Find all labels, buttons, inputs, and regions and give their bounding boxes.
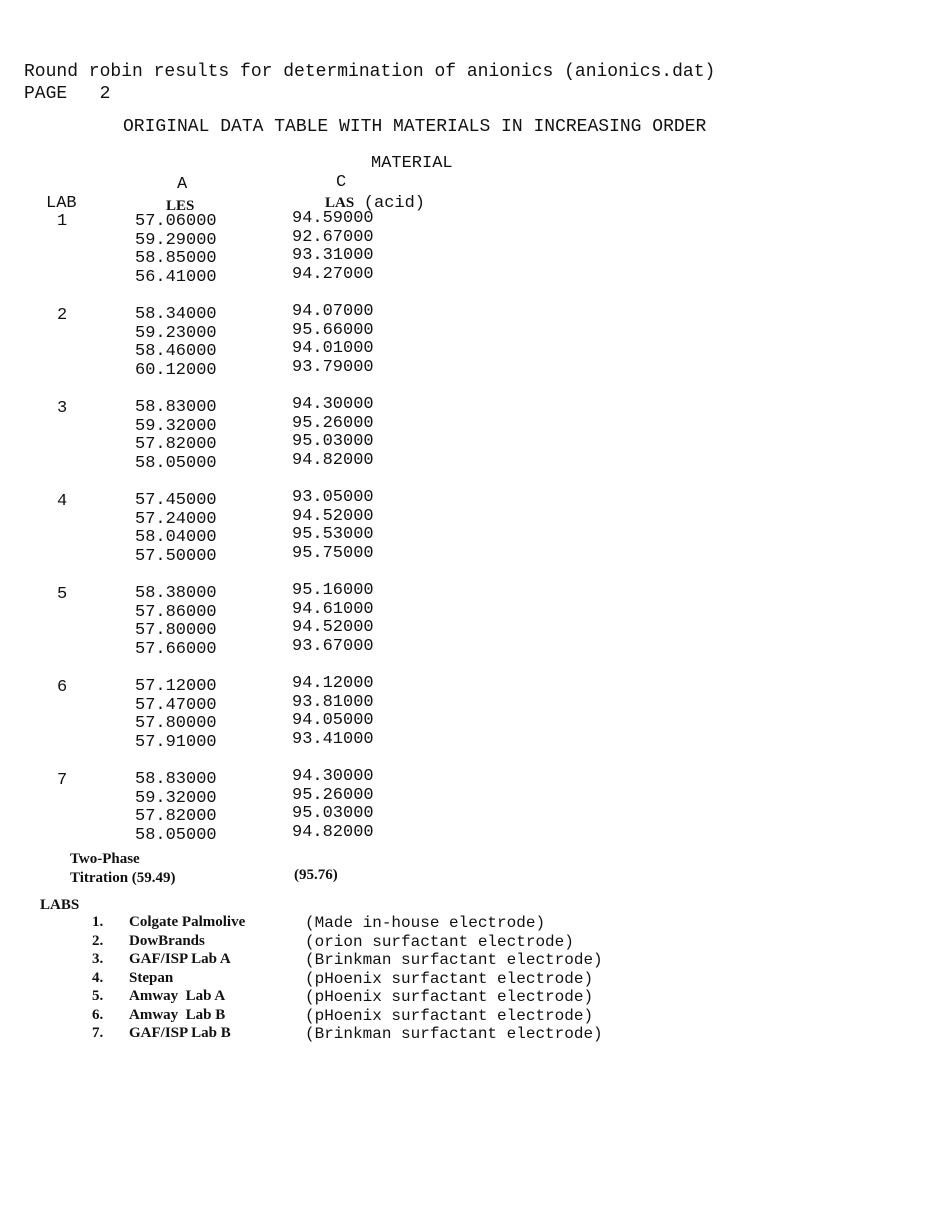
column-c-value: 94.30000 <box>292 767 374 786</box>
column-a-value: 58.38000 <box>135 584 217 603</box>
column-c-value: 94.01000 <box>292 339 374 359</box>
column-a-value: 58.05000 <box>135 825 217 845</box>
column-c-value: 93.79000 <box>292 357 374 377</box>
lab-number: 5 <box>57 585 68 604</box>
column-c-value: 94.82000 <box>292 450 374 470</box>
column-a-value: 58.85000 <box>135 249 217 269</box>
lab-list-note: (orion surfactant electrode) <box>305 932 574 951</box>
lab-number: 4 <box>57 492 68 511</box>
column-a-value: 57.12000 <box>135 677 217 696</box>
lab-list-note: (Brinkman surfactant electrode) <box>305 951 603 969</box>
column-a-value: 58.05000 <box>135 453 217 473</box>
column-c-letter: C <box>336 173 347 192</box>
lab-list-note: (pHoenix surfactant electrode) <box>305 988 594 1006</box>
column-c-value: 93.41000 <box>292 729 374 749</box>
column-c-value: 95.53000 <box>292 525 374 545</box>
lab-list-note: (Brinkman surfactant electrode) <box>305 1025 603 1043</box>
lab-number: 3 <box>57 399 68 418</box>
page-indicator <box>24 84 110 104</box>
column-c-value: 95.26000 <box>292 785 374 805</box>
lab-list-item <box>92 1007 612 1025</box>
column-c-value: 92.67000 <box>292 227 374 247</box>
column-a-value: 57.80000 <box>135 621 217 641</box>
column-a-value: 57.66000 <box>135 639 217 659</box>
lab-number: 7 <box>57 771 68 790</box>
column-c-value: 93.05000 <box>292 488 374 507</box>
column-a-value: 57.06000 <box>135 212 217 231</box>
lab-list-name: Amway Lab B <box>129 1006 226 1023</box>
column-c-value: 93.81000 <box>292 692 374 712</box>
column-c-value: 94.07000 <box>292 302 374 321</box>
lab-number: 1 <box>57 212 68 231</box>
column-c-value: 95.66000 <box>292 320 374 340</box>
column-c-value: 94.27000 <box>292 264 374 284</box>
column-c-value: 95.03000 <box>292 804 374 824</box>
two-phase-a-value: Titration (59.49) <box>70 870 176 886</box>
column-a-value: 58.04000 <box>135 528 217 548</box>
lab-list-name: Stepan <box>129 969 174 986</box>
lab-list-note: (pHoenix surfactant electrode) <box>305 969 594 988</box>
column-c-value: 95.03000 <box>292 432 374 452</box>
column-c-name-bold: LAS <box>325 195 355 211</box>
lab-list-item <box>92 933 612 951</box>
column-a-value: 57.47000 <box>135 695 217 715</box>
column-a-value: 58.83000 <box>135 398 217 417</box>
column-a-value: 58.46000 <box>135 342 217 362</box>
lab-list-name: Colgate Palmolive <box>129 914 246 930</box>
column-a-value: 57.24000 <box>135 509 217 529</box>
column-a-value: 57.82000 <box>135 807 217 827</box>
page-label: PAGE <box>24 84 68 104</box>
lab-list-name: GAF/ISP Lab B <box>129 1025 231 1041</box>
column-a-value: 57.82000 <box>135 435 217 455</box>
lab-list-item <box>92 970 612 988</box>
column-c-value: 95.16000 <box>292 581 374 600</box>
column-a-value: 57.91000 <box>135 732 217 752</box>
document-title: Round robin results for determination of anionics (anionics.dat) <box>24 62 716 82</box>
labs-heading: LABS <box>40 897 80 913</box>
column-c-value: 93.67000 <box>292 636 374 656</box>
column-a-value: 57.50000 <box>135 546 217 566</box>
lab-list-number: 2. <box>92 932 104 949</box>
column-c-value: 94.82000 <box>292 822 374 842</box>
column-c-value: 94.05000 <box>292 711 374 731</box>
column-c-value: 94.52000 <box>292 506 374 526</box>
lab-list-item <box>92 914 612 932</box>
lab-list-number: 1. <box>92 914 104 930</box>
lab-list-name: DowBrands <box>129 932 205 949</box>
lab-list-name: Amway Lab A <box>129 988 226 1004</box>
column-a-name: LES <box>166 198 195 214</box>
lab-list-number: 7. <box>92 1025 104 1041</box>
lab-list-number: 6. <box>92 1006 104 1023</box>
two-phase-label: Two-Phase <box>70 851 140 867</box>
column-a-value: 57.86000 <box>135 602 217 622</box>
lab-list-number: 5. <box>92 988 104 1004</box>
column-a-value: 56.41000 <box>135 267 217 287</box>
lab-column-header: LAB <box>46 194 77 213</box>
column-c-value: 94.61000 <box>292 599 374 619</box>
column-a-value: 59.29000 <box>135 230 217 250</box>
lab-list-number: 4. <box>92 969 104 986</box>
column-c-value: 95.26000 <box>292 413 374 433</box>
lab-list-item <box>92 988 612 1006</box>
column-c-value: 94.30000 <box>292 395 374 414</box>
column-a-value: 59.23000 <box>135 323 217 343</box>
column-c-value: 94.12000 <box>292 674 374 693</box>
two-phase-c-value: (95.76) <box>294 867 338 883</box>
column-a-letter: A <box>177 175 188 194</box>
page-number: 2 <box>99 84 111 104</box>
column-c-value: 95.75000 <box>292 543 374 563</box>
column-c-value: 94.52000 <box>292 618 374 638</box>
lab-list-number: 3. <box>92 951 104 967</box>
column-a-value: 60.12000 <box>135 360 217 380</box>
column-a-value: 57.45000 <box>135 491 217 510</box>
lab-list-item <box>92 1025 612 1043</box>
column-a-value: 58.34000 <box>135 305 217 324</box>
column-c-value: 94.59000 <box>292 209 374 228</box>
column-c-name-rest: (acid) <box>363 194 426 213</box>
column-a-value: 59.32000 <box>135 416 217 436</box>
column-a-value: 57.80000 <box>135 714 217 734</box>
lab-number: 2 <box>57 306 68 325</box>
lab-list-name: GAF/ISP Lab A <box>129 951 231 967</box>
lab-list-item <box>92 951 612 969</box>
table-subtitle: ORIGINAL DATA TABLE WITH MATERIALS IN INCREASING ORDER <box>123 117 707 137</box>
column-c-value: 93.31000 <box>292 246 374 266</box>
material-label: MATERIAL <box>371 154 453 173</box>
column-a-value: 59.32000 <box>135 788 217 808</box>
lab-number: 6 <box>57 678 68 697</box>
lab-list-note: (pHoenix surfactant electrode) <box>305 1006 594 1025</box>
lab-list-note: (Made in-house electrode) <box>305 914 546 932</box>
column-a-value: 58.83000 <box>135 770 217 789</box>
